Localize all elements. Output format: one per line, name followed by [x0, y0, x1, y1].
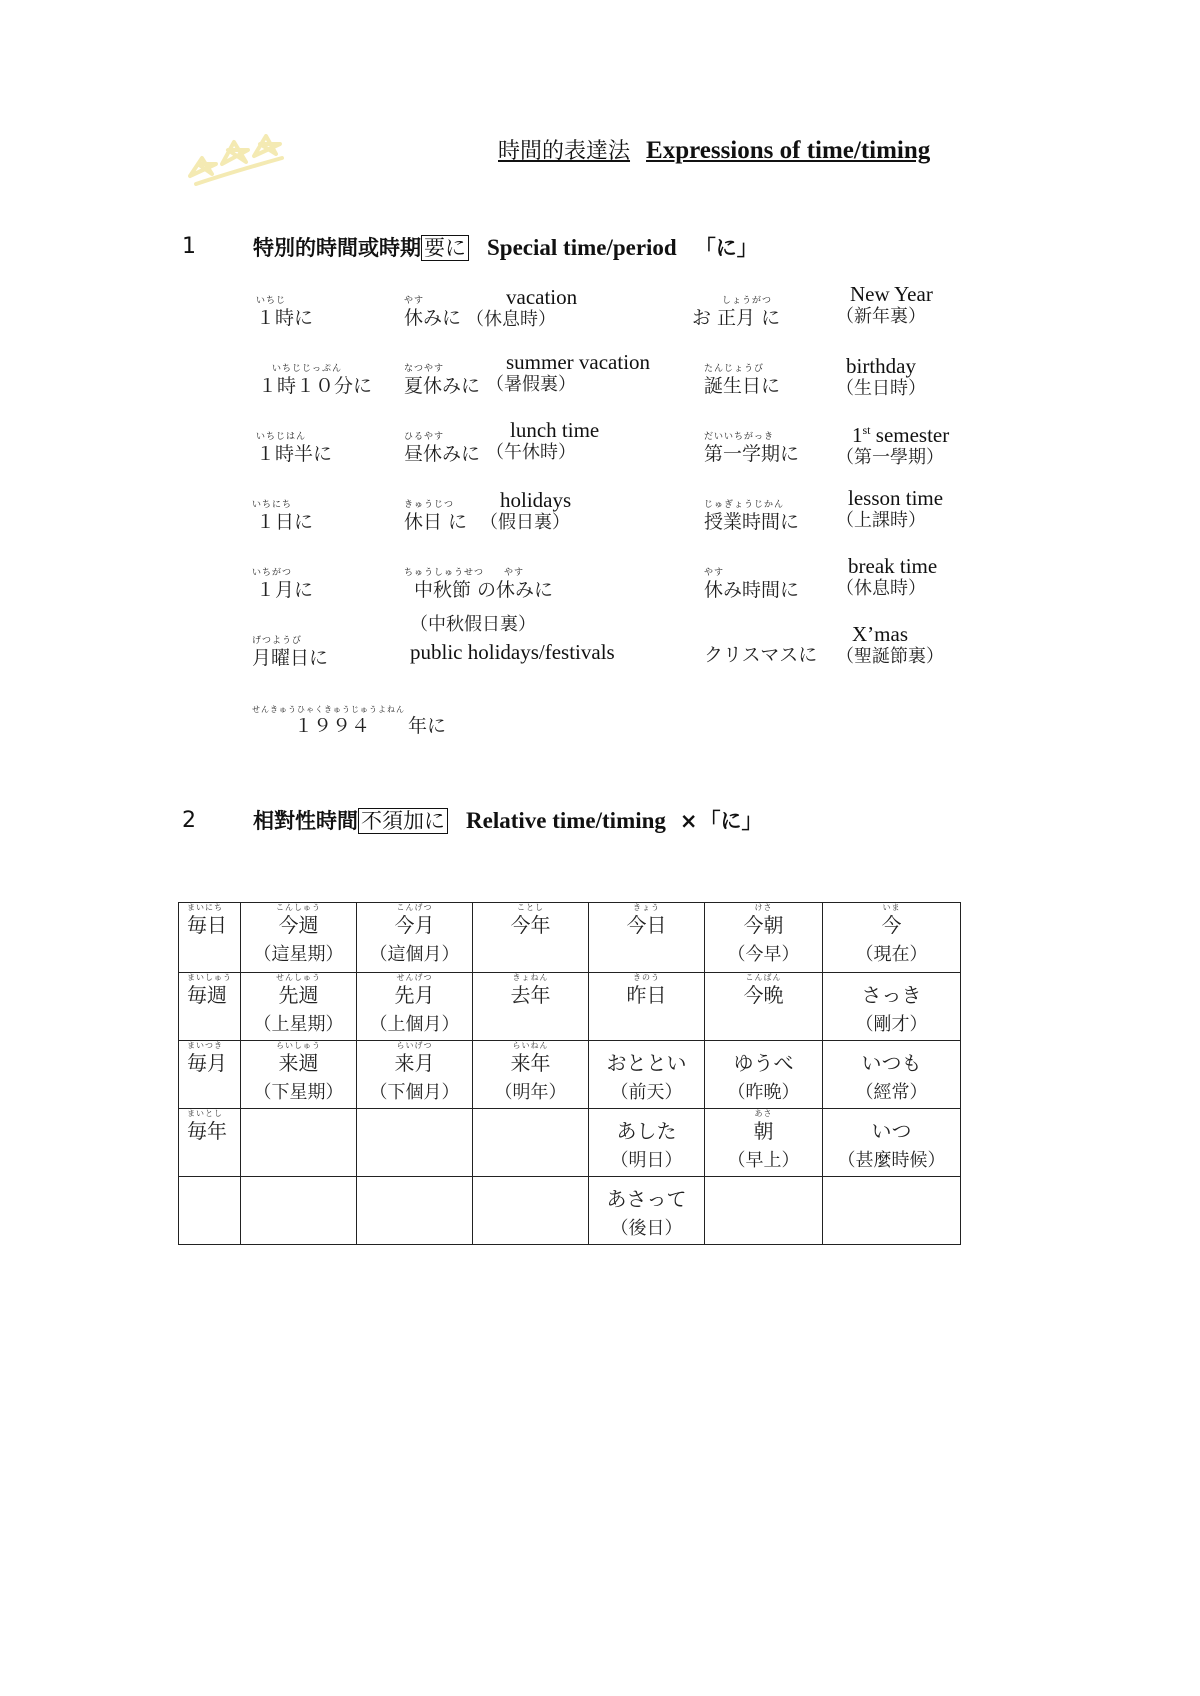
section1-en: Special time/period — [487, 235, 677, 260]
english-gloss: summer vacation — [506, 350, 651, 374]
english-gloss: lesson time — [848, 486, 944, 510]
chinese-gloss: （休息時） — [836, 578, 926, 599]
item-yasumi-gloss — [466, 285, 577, 331]
cell-translation: （這星期） — [253, 944, 344, 965]
table-cell — [357, 973, 473, 1041]
table-cell — [473, 1041, 589, 1109]
cell-ruby: あさ — [754, 1109, 773, 1118]
table-cell — [241, 1041, 357, 1109]
word: 休みに — [404, 307, 462, 329]
cell-word: いつ — [871, 1119, 912, 1143]
cell-word: あした — [616, 1119, 677, 1143]
relative-time-table — [178, 902, 961, 1245]
ruby: いちがつ — [252, 568, 293, 578]
word: 休み時間に — [704, 579, 800, 601]
cell-word: おととい — [606, 1051, 687, 1075]
cell-ruby-spacer — [823, 973, 960, 983]
ruby: しょうがつ — [722, 296, 773, 306]
gloss-word: semester — [870, 423, 950, 447]
table-cell — [241, 903, 357, 973]
table-cell — [589, 1109, 705, 1177]
cell-translation: （明年） — [494, 1082, 567, 1103]
cell-ruby: せんげつ — [396, 973, 433, 982]
ruby: じゅぎょうじかん — [704, 500, 785, 510]
item-daiichigakki-gloss — [836, 418, 949, 469]
item-tanjoubi — [704, 364, 780, 397]
cell-translation: （前天） — [610, 1082, 683, 1103]
chinese-gloss: （假日裏） — [480, 512, 570, 533]
cell-word: 先月 — [394, 983, 435, 1007]
item-kurisumasu-gloss — [836, 622, 944, 668]
chinese-gloss: （暑假裏） — [486, 374, 576, 395]
table-cell — [473, 973, 589, 1041]
cell-word: 来年 — [510, 1051, 551, 1075]
item-jugyoujikan-gloss — [836, 486, 943, 532]
word: 第一学期に — [704, 443, 800, 465]
cell-translation: （經常） — [855, 1082, 928, 1103]
cell-translation: （剛才） — [855, 1014, 928, 1035]
ruby: いちじはん — [256, 432, 307, 442]
section2-jp: 相對性時間 — [253, 809, 358, 833]
chinese-gloss: （生日時） — [836, 378, 926, 399]
table-cell — [473, 1177, 589, 1245]
table-row — [179, 973, 961, 1041]
table-cell — [705, 1041, 823, 1109]
chinese-gloss: （上課時） — [836, 510, 926, 531]
ruby: いちじ — [256, 296, 287, 306]
cell-ruby: きょねん — [512, 973, 549, 982]
item-natsuyasumi-gloss — [486, 350, 650, 396]
cell-word: 毎週 — [187, 983, 227, 1007]
word: １時１０分に — [258, 375, 373, 397]
word: お 正月 に — [692, 307, 781, 329]
item-getsuyoubi — [252, 636, 328, 669]
word: クリスマスに — [704, 644, 818, 666]
chinese-gloss: （休息時） — [466, 309, 556, 330]
table-cell — [357, 1109, 473, 1177]
section2-ni: 「に」 — [699, 809, 763, 833]
table-row — [179, 1109, 961, 1177]
item-shougatsu-gloss — [836, 282, 933, 328]
section2-en: Relative time/timing — [466, 808, 666, 833]
cell-ruby: まいとし — [187, 1109, 223, 1118]
english-gloss: public holidays/festivals — [410, 640, 615, 664]
table-cell — [705, 973, 823, 1041]
ruby: なつやす — [404, 364, 445, 374]
english-gloss: lunch time — [510, 418, 600, 442]
word: １月に — [256, 579, 314, 601]
cell-ruby: らいねん — [512, 1041, 549, 1050]
cell-ruby: けさ — [754, 903, 773, 912]
table-row — [179, 1177, 961, 1245]
cell-word: 来月 — [394, 1051, 435, 1075]
cell-ruby: らいしゅう — [276, 1041, 321, 1050]
item-1gatsu — [252, 568, 313, 601]
title-jp: 時間的表達法 — [498, 139, 631, 164]
cell-ruby-spacer — [705, 1041, 822, 1051]
chinese-gloss: （中秋假日裏） — [410, 614, 536, 635]
cell-translation: （甚麼時候） — [837, 1150, 946, 1171]
english-gloss: holidays — [500, 488, 572, 512]
table-cell — [241, 1109, 357, 1177]
cell-translation: （上星期） — [253, 1014, 344, 1035]
cell-translation: （昨晩） — [727, 1082, 800, 1103]
table-cell — [357, 1177, 473, 1245]
ruby: いちにち — [252, 500, 293, 510]
table-cell — [823, 1177, 961, 1245]
table-cell — [823, 1109, 961, 1177]
cell-ruby: こんげつ — [396, 903, 433, 912]
ruby: やす — [704, 568, 725, 578]
cell-ruby: きのう — [633, 973, 660, 982]
table-cell — [589, 973, 705, 1041]
section1-box: 要に — [421, 235, 469, 261]
ruby: きゅうじつ — [404, 500, 455, 510]
section1-ni: 「に」 — [694, 236, 758, 260]
section2-mark: × — [679, 809, 698, 833]
cell-word: 今朝 — [743, 913, 784, 937]
item-1ji10pun — [258, 364, 372, 397]
table-cell — [357, 903, 473, 973]
cell-ruby: せんしゅう — [276, 973, 321, 982]
cell-translation: （上個月） — [369, 1014, 460, 1035]
cell-word: 昨日 — [626, 983, 667, 1007]
cell-ruby: いま — [882, 903, 901, 912]
cell-translation: （後日） — [610, 1218, 683, 1239]
gloss-suffix: st — [862, 423, 871, 437]
cell-ruby: こんしゅう — [276, 903, 321, 912]
item-1994nen — [252, 704, 446, 737]
table-cell — [179, 1177, 241, 1245]
table-cell — [705, 1177, 823, 1245]
item-hiruyasumi-gloss — [486, 418, 599, 464]
table-cell — [179, 1041, 241, 1109]
word: 休日 に — [404, 511, 468, 533]
chinese-gloss: （聖誕節裏） — [836, 646, 944, 667]
word: １時に — [256, 307, 314, 329]
page-title — [498, 134, 930, 165]
ruby: いちじじっぷん — [272, 364, 343, 374]
cell-ruby: ことし — [517, 903, 544, 912]
ruby: やす — [404, 296, 425, 306]
table-cell — [473, 903, 589, 973]
item-tanjoubi-gloss — [836, 354, 926, 400]
gloss-number: 1 — [852, 423, 863, 447]
cell-word: 来週 — [278, 1051, 319, 1075]
cell-word: 今日 — [626, 913, 667, 937]
table-cell — [705, 1109, 823, 1177]
table-cell — [473, 1109, 589, 1177]
cell-translation: （這個月） — [369, 944, 460, 965]
cell-word: 今 — [881, 913, 902, 937]
cell-word: ゆうべ — [733, 1051, 794, 1075]
english-gloss: birthday — [846, 354, 916, 378]
item-1ji — [256, 296, 313, 329]
english-gloss — [836, 418, 949, 447]
item-kyuujitsu — [404, 500, 467, 533]
cell-word: 今月 — [394, 913, 435, 937]
cell-ruby: まいしゅう — [187, 973, 232, 982]
cell-ruby: らいげつ — [396, 1041, 433, 1050]
section2-heading — [253, 805, 763, 835]
english-gloss: New Year — [850, 282, 933, 306]
word: 月曜日に — [252, 647, 329, 669]
table-cell — [823, 903, 961, 973]
item-natsuyasumi — [404, 364, 480, 397]
item-shougatsu — [692, 296, 780, 329]
cell-ruby-spacer — [589, 1041, 704, 1051]
cell-ruby-spacer — [589, 1177, 704, 1187]
cell-word: 毎年 — [187, 1119, 227, 1143]
word: 夏休みに — [404, 375, 481, 397]
item-yasumijikan-gloss — [836, 554, 937, 600]
item-yasumi — [404, 296, 461, 329]
item-hiruyasumi — [404, 432, 480, 465]
table-cell — [589, 1041, 705, 1109]
cell-word: 毎日 — [187, 913, 227, 937]
word: 授業時間に — [704, 511, 800, 533]
table-row — [179, 903, 961, 973]
cell-translation: （下星期） — [253, 1082, 344, 1103]
cell-ruby: まいつき — [187, 1041, 223, 1050]
cell-translation: （今早） — [727, 944, 800, 965]
table-cell — [241, 973, 357, 1041]
cell-word: いつも — [861, 1051, 922, 1075]
table-row — [179, 1041, 961, 1109]
item-kurisumasu — [704, 644, 817, 666]
item-kyuujitsu-gloss — [480, 488, 571, 534]
section1-jp: 特別的時間或時期 — [253, 236, 421, 260]
table-cell — [705, 903, 823, 973]
table-cell — [179, 1109, 241, 1177]
table-cell — [823, 1041, 961, 1109]
section2-number: 2 — [182, 808, 196, 833]
ruby: ちゅうしゅうせつ やす — [404, 568, 525, 578]
cell-translation: （現在） — [855, 944, 928, 965]
ruby: ひるやす — [404, 432, 445, 442]
table-cell — [241, 1177, 357, 1245]
table-cell — [589, 1177, 705, 1245]
section1-heading — [253, 232, 758, 262]
english-gloss: vacation — [506, 285, 578, 309]
english-gloss: break time — [848, 554, 938, 578]
item-daiichigakki — [704, 432, 799, 465]
cell-word: あさって — [606, 1187, 687, 1211]
cell-translation: （下個月） — [369, 1082, 460, 1103]
word: １９９４ 年に — [294, 715, 447, 737]
table-cell — [357, 1041, 473, 1109]
cell-word: 今年 — [510, 913, 551, 937]
title-en: Expressions of time/timing — [646, 137, 931, 164]
word: 誕生日に — [704, 375, 781, 397]
cell-word: 今晩 — [743, 983, 784, 1007]
item-chuushuusetsu — [404, 568, 553, 601]
cell-ruby-spacer — [823, 1109, 960, 1119]
cell-word: 今週 — [278, 913, 319, 937]
section2-box: 不須加に — [358, 808, 448, 834]
table-cell — [179, 973, 241, 1041]
cell-ruby-spacer — [823, 1041, 960, 1051]
ruby: たんじょうび — [704, 364, 765, 374]
item-yasumijikan — [704, 568, 799, 601]
item-1jihan — [256, 432, 332, 465]
cell-word: 先週 — [278, 983, 319, 1007]
cell-ruby: まいにち — [187, 903, 223, 912]
cell-word: 毎月 — [187, 1051, 227, 1075]
cell-word: 朝 — [753, 1119, 774, 1143]
cell-word: 去年 — [510, 983, 551, 1007]
star-decoration — [182, 128, 292, 190]
item-1nichi — [252, 500, 313, 533]
table-cell — [589, 903, 705, 973]
cell-translation: （明日） — [610, 1150, 683, 1171]
table-cell — [823, 973, 961, 1041]
ruby: げつようび — [252, 636, 303, 646]
item-jugyoujikan — [704, 500, 799, 533]
word: １日に — [256, 511, 314, 533]
ruby: だいいちがっき — [704, 432, 775, 442]
cell-word: さっき — [861, 983, 922, 1007]
cell-ruby: きょう — [633, 903, 660, 912]
cell-translation: （早上） — [727, 1150, 800, 1171]
chinese-gloss: （午休時） — [486, 442, 576, 463]
chinese-gloss: （第一學期） — [836, 447, 944, 468]
cell-ruby-spacer — [589, 1109, 704, 1119]
chinese-gloss: （新年裏） — [836, 306, 926, 327]
word: 昼休みに — [404, 443, 481, 465]
table-cell — [179, 903, 241, 973]
section1-number: 1 — [182, 234, 196, 259]
word: １時半に — [256, 443, 333, 465]
word: 中秋節 の休みに — [414, 579, 554, 601]
english-gloss: X’mas — [852, 622, 908, 646]
item-public-holidays — [410, 614, 615, 664]
ruby: せんきゅうひゃくきゅうじゅうよねん — [252, 705, 405, 714]
cell-ruby: こんばん — [745, 973, 782, 982]
